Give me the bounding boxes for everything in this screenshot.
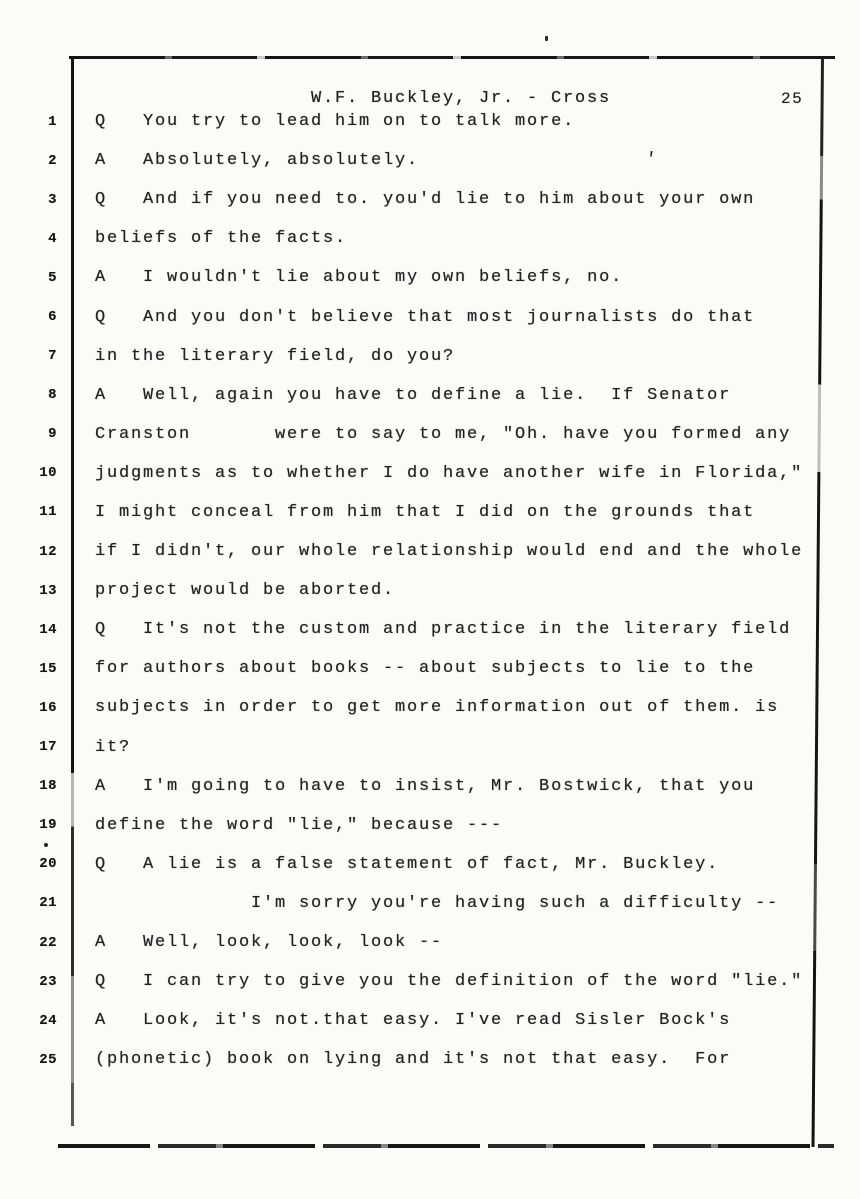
line-text: judgments as to whether I do have another wife in Florida," [95,463,804,483]
line-text: Q And if you need to. you'd lie to him about your own [95,190,756,210]
line-text: in the literary field, do you? [95,346,456,366]
transcript-line [0,884,860,923]
page-title: W.F. Buckley, Jr. - Cross [311,89,612,108]
stray-dot [545,36,548,41]
line-number: 24 [39,1012,57,1029]
line-text: A Absolutely, absolutely. [95,151,420,171]
transcript-line [0,962,860,1001]
line-text: project would be aborted. [95,581,396,601]
transcript-line [0,258,860,297]
line-number: 15 [39,660,57,677]
line-number: 17 [39,739,57,756]
transcript-line [0,219,860,258]
line-number: 13 [39,582,57,599]
line-number: 25 [39,1051,57,1068]
line-number: 6 [48,309,57,326]
line-text: Cranston were to say to me, "Oh. have you formed any [95,424,792,444]
line-number: 14 [39,621,57,638]
line-number: 20 [39,856,57,873]
line-number: 5 [48,269,57,286]
line-number: 3 [48,191,57,208]
line-number: 16 [39,699,57,716]
line-text: Q I can try to give you the definition of the word "lie." [95,972,804,992]
transcript-line [0,845,860,884]
transcript-line [0,688,860,727]
transcript-line [0,376,860,415]
transcript-line [0,415,860,454]
line-number: 11 [39,504,57,521]
transcript-line [0,767,860,806]
line-number: 12 [39,543,57,560]
line-number: 23 [39,973,57,990]
line-number: 22 [39,934,57,951]
transcript-line [0,102,860,141]
line-number: 18 [39,778,57,795]
stray-mark: ' [643,149,658,171]
line-text: A I wouldn't lie about my own beliefs, no. [95,268,624,288]
line-text: (phonetic) book on lying and it's not that easy. For [95,1050,732,1070]
line-text: it? [95,737,132,757]
transcript-line [0,297,860,336]
transcript-line [0,493,860,532]
line-text: I might conceal from him that I did on the grounds that [95,502,756,522]
line-text: A I'm going to have to insist, Mr. Bostwick, that you [95,776,756,796]
line-text: define the word "lie," because --- [95,815,504,835]
line-number: 7 [48,348,57,365]
line-text: A Well, again you have to define a lie. If Senator [95,385,732,405]
line-number: 9 [48,426,57,443]
transcript-line [0,454,860,493]
transcript-line [0,610,860,649]
transcript-line [0,649,860,688]
transcript-line [0,571,860,610]
line-text: Q It's not the custom and practice in the literary field [95,620,792,640]
page-border-top [69,56,835,59]
line-text: subjects in order to get more information out of them. is [95,698,780,718]
transcript-line [0,337,860,376]
page-number: 25 [781,90,804,108]
line-number: 2 [48,152,57,169]
line-text: I'm sorry you're having such a difficulty -- [95,893,780,913]
line-number: 21 [39,895,57,912]
line-text: A Look, it's not.that easy. I've read Sisler Bock's [95,1011,732,1031]
transcript-line [0,806,860,845]
transcript-line [0,1001,860,1040]
transcript-line [0,1040,860,1079]
transcript-line [0,532,860,571]
line-number: 10 [39,465,57,482]
line-text: if I didn't, our whole relationship would end and the whole [95,542,804,562]
transcript-lines [0,102,860,1079]
transcript-line [0,728,860,767]
line-text: for authors about books -- about subjects to lie to the [95,659,756,679]
line-number: 19 [39,817,57,834]
line-number: 8 [48,387,57,404]
line-number: 4 [48,230,57,247]
stray-dot [44,843,48,847]
line-text: Q And you don't believe that most journalists do that [95,307,756,327]
transcript-line [0,923,860,962]
transcript-line [0,141,860,180]
line-number: 1 [48,113,57,130]
line-text: A Well, look, look, look -- [95,933,444,953]
transcript-line [0,180,860,219]
page-border-bottom [58,1144,834,1148]
line-text: Q You try to lead him on to talk more. [95,112,576,132]
line-text: Q A lie is a false statement of fact, Mr. Buckley. [95,854,720,874]
line-text: beliefs of the facts. [95,229,348,249]
